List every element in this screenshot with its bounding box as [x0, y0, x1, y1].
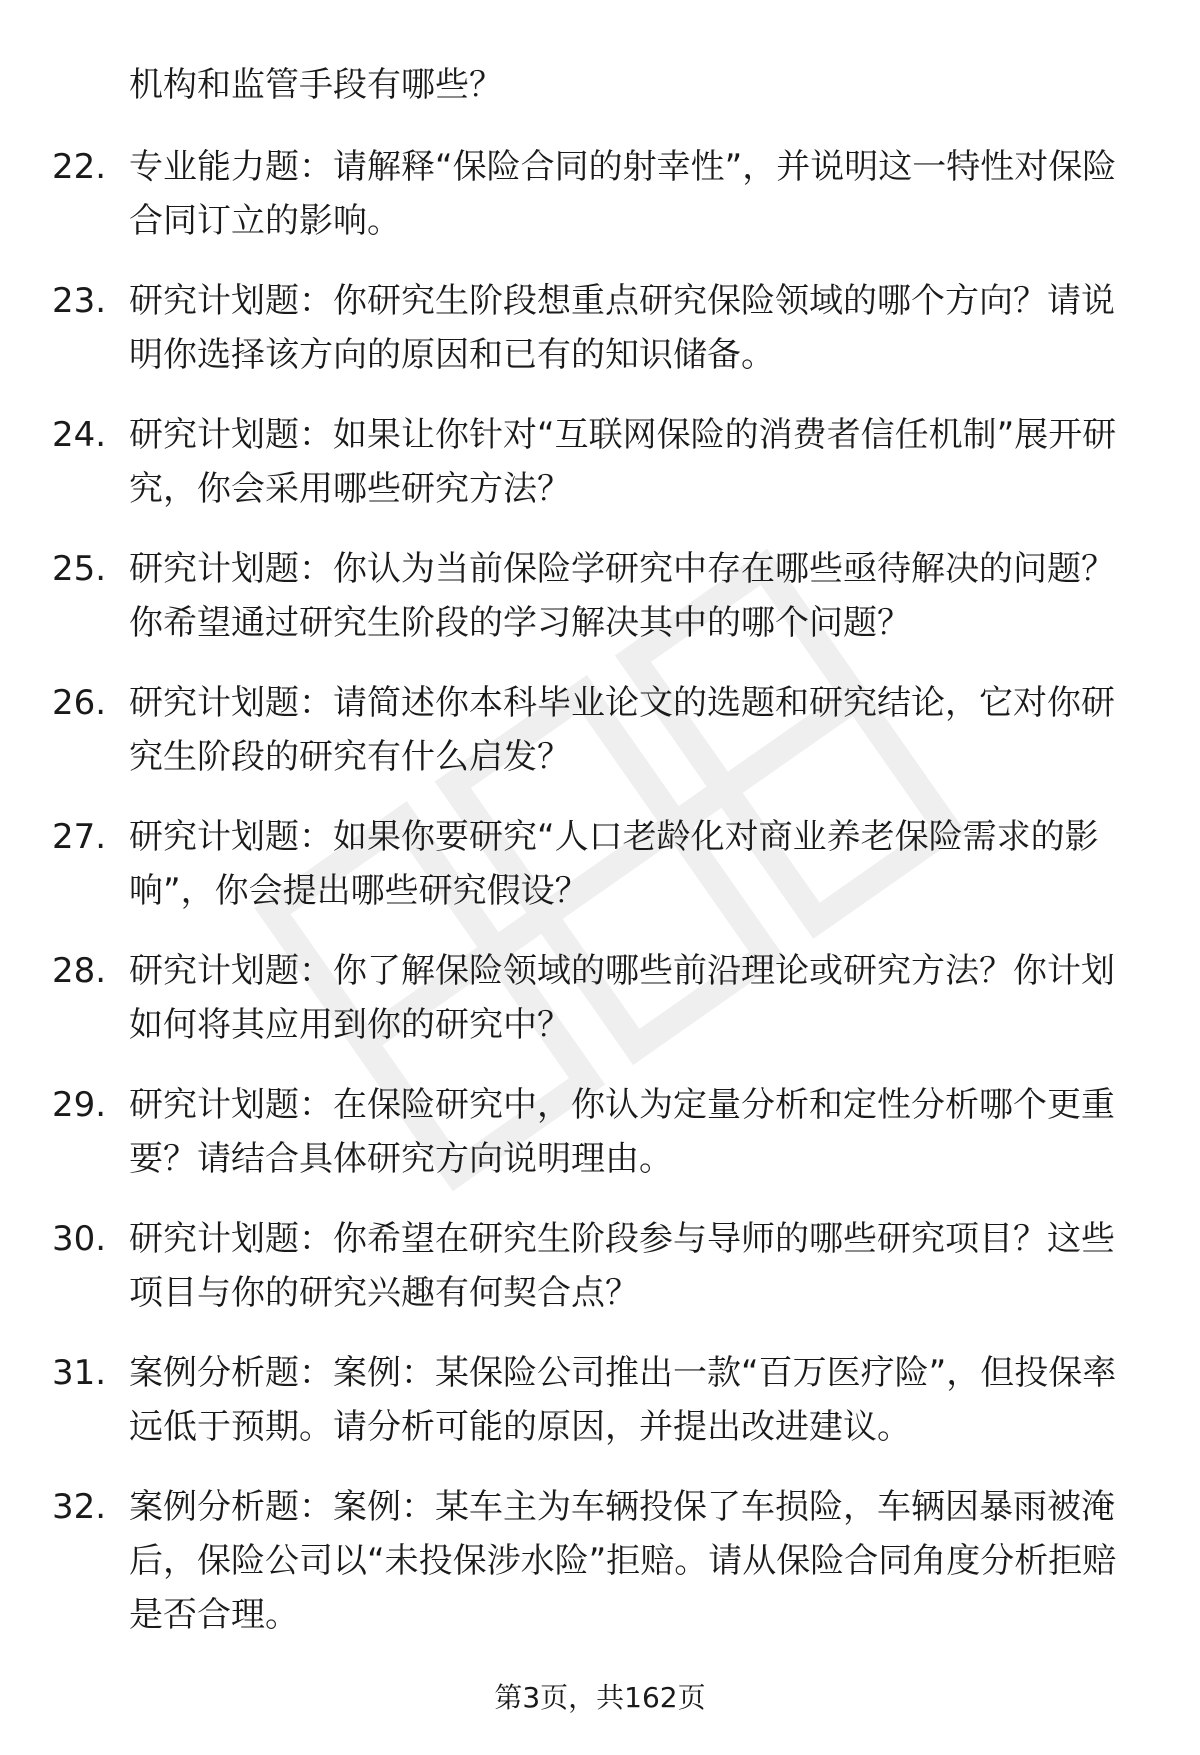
question-text: 研究计划题：如果你要研究“人口老龄化对商业养老保险需求的影响”，你会提出哪些研究假设？	[129, 817, 1099, 911]
question-number: 26.	[52, 683, 107, 723]
question-list	[0, 140, 1200, 1668]
question-text: 研究计划题：你研究生阶段想重点研究保险领域的哪个方向？请说明你选择该方向的原因和已有的知识储备。	[129, 281, 1115, 375]
question-number: 23.	[52, 281, 107, 321]
question-number: 29.	[52, 1085, 107, 1125]
question-text: 研究计划题：你认为当前保险学研究中存在哪些亟待解决的问题？你希望通过研究生阶段的学习解决其中的哪个问题？	[129, 549, 1115, 643]
question-number: 31.	[52, 1353, 107, 1393]
question-text: 研究计划题：请简述你本科毕业论文的选题和研究结论，它对你研究生阶段的研究有什么启发？	[129, 683, 1115, 777]
question-text: 案例分析题：案例：某车主为车辆投保了车损险，车辆因暴雨被淹后，保险公司以“未投保涉水险”拒赔。请从保险合同角度分析拒赔是否合理。	[129, 1487, 1117, 1635]
question-text: 专业能力题：请解释“保险合同的射幸性”，并说明这一特性对保险合同订立的影响。	[129, 147, 1117, 241]
question-number: 32.	[52, 1487, 107, 1527]
question-number: 22.	[52, 147, 107, 187]
list-item	[0, 140, 1200, 248]
question-number: 28.	[52, 951, 107, 991]
list-item	[0, 676, 1200, 784]
list-item	[0, 1212, 1200, 1320]
list-item	[0, 274, 1200, 382]
continued-question-text: 机构和监管手段有哪些？	[129, 65, 503, 105]
list-item	[0, 542, 1200, 650]
list-item	[0, 944, 1200, 1052]
question-number: 30.	[52, 1219, 107, 1259]
question-text: 案例分析题：案例：某保险公司推出一款“百万医疗险”，但投保率远低于预期。请分析可能的原因，并提出改进建议。	[129, 1353, 1117, 1447]
list-item	[0, 408, 1200, 516]
list-item	[0, 1346, 1200, 1454]
list-item	[0, 1078, 1200, 1186]
question-text: 研究计划题：如果让你针对“互联网保险的消费者信任机制”展开研究，你会采用哪些研究方法？	[129, 415, 1117, 509]
question-number: 24.	[52, 415, 107, 455]
question-number: 25.	[52, 549, 107, 589]
question-text: 研究计划题：你希望在研究生阶段参与导师的哪些研究项目？这些项目与你的研究兴趣有何契合点？	[129, 1219, 1115, 1313]
list-item	[0, 1480, 1200, 1642]
question-text: 研究计划题：在保险研究中，你认为定量分析和定性分析哪个更重要？请结合具体研究方向说明理由。	[129, 1085, 1115, 1179]
list-item	[0, 810, 1200, 918]
question-number: 27.	[52, 817, 107, 857]
question-text: 研究计划题：你了解保险领域的哪些前沿理论或研究方法？你计划如何将其应用到你的研究中？	[129, 951, 1115, 1045]
page-number-footer: 第3页，共162页	[494, 1681, 706, 1714]
